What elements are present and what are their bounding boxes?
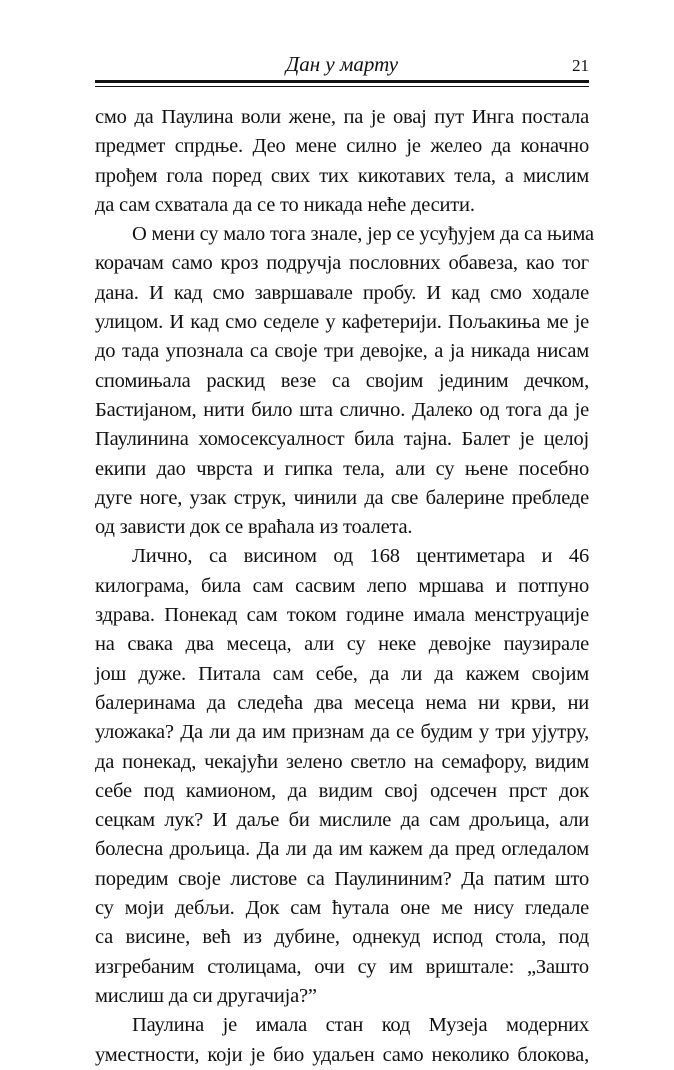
text-line: да сам схватала да се то никада неће десити. [95, 193, 475, 216]
text-line: до тада упознала са своје три девојке, а ја никада нисам [95, 340, 589, 363]
header-rule-thin [95, 86, 589, 87]
text-line: Бастијаном, нити било шта слично. Далеко од тога да је [95, 398, 589, 421]
text-line: од зависти док се враћала из тоалета. [95, 516, 413, 539]
text-line: Паулина је имала стан код Музеја модерних [132, 1014, 589, 1037]
text-line: екипи дао чврста и гипка тела, али су њене посебно [95, 457, 589, 480]
body-text [95, 103, 594, 1070]
page-number: 21 [572, 56, 589, 75]
text-line: балеринама да следећа два месеца нема ни крви, ни [95, 691, 589, 714]
text-line: себе под камионом, да видим свој одсечен прст док [95, 779, 589, 802]
text-line: изгребаним столицама, очи су им вриштале: „Зашто [95, 955, 589, 978]
text-line: корачам само кроз подручја пословних обавеза, као тог [95, 252, 589, 275]
text-line: уложака? Да ли да им признам да се будим у три ујутру, [95, 721, 589, 744]
text-line: предмет спрдње. Део мене силно је желео да коначно [95, 135, 589, 158]
running-title: Дан у марту [285, 52, 399, 76]
text-line: на свака два месеца, али су неке девојке паузирале [95, 633, 589, 656]
text-line: дана. И кад смо завршавале пробу. И кад смо ходале [95, 281, 589, 304]
text-line: болесна дрољица. Да ли да им кажем да пред огледалом [95, 838, 589, 861]
text-line: улицом. И кад смо седеле у кафетерији. Пољакиња ме је [95, 311, 589, 334]
text-line: поредим своје листове са Паулининим? Да патим што [95, 867, 589, 890]
text-line: килограма, била сам сасвим лепо мршава и потпуно [95, 574, 589, 597]
text-line: мислиш да си другачија?” [95, 984, 317, 1007]
text-line: уместности, који је био удаљен само неколико блокова, [95, 1043, 589, 1066]
text-line: још дуже. Питала сам себе, да ли да кажем својим [95, 662, 589, 685]
text-line: Паулинина хомосексуалност била тајна. Балет је целој [95, 428, 589, 451]
text-line: да понекад, чекајући зелено светло на семафору, видим [95, 750, 589, 773]
text-line: О мени су мало тога знале, јер се усуђујем да са њима [132, 223, 594, 246]
text-line: прођем гола поред свих тих кикотавих тела, а мислим [95, 164, 589, 187]
text-line: дуге ноге, узак струк, чинили да све балерине пребледе [95, 486, 589, 509]
text-line: здрава. Понекад сам током године имала менструације [95, 604, 589, 627]
text-line: спомињала раскид везе са својим јединим дечком, [95, 369, 589, 392]
text-line: смо да Паулина воли жене, па је овај пут Инга постала [95, 106, 589, 128]
text-line: са висине, већ из дубине, однекуд испод стола, под [95, 926, 589, 949]
text-line: сецкам лук? И даље би мислиле да сам дрољица, али [95, 809, 589, 832]
text-line: су моји дебљи. Док сам ћутала оне ме нису гледале [95, 897, 589, 920]
header-rule-thick [95, 80, 589, 83]
text-line: Лично, са висином од 168 центиметара и 46 [132, 545, 589, 568]
